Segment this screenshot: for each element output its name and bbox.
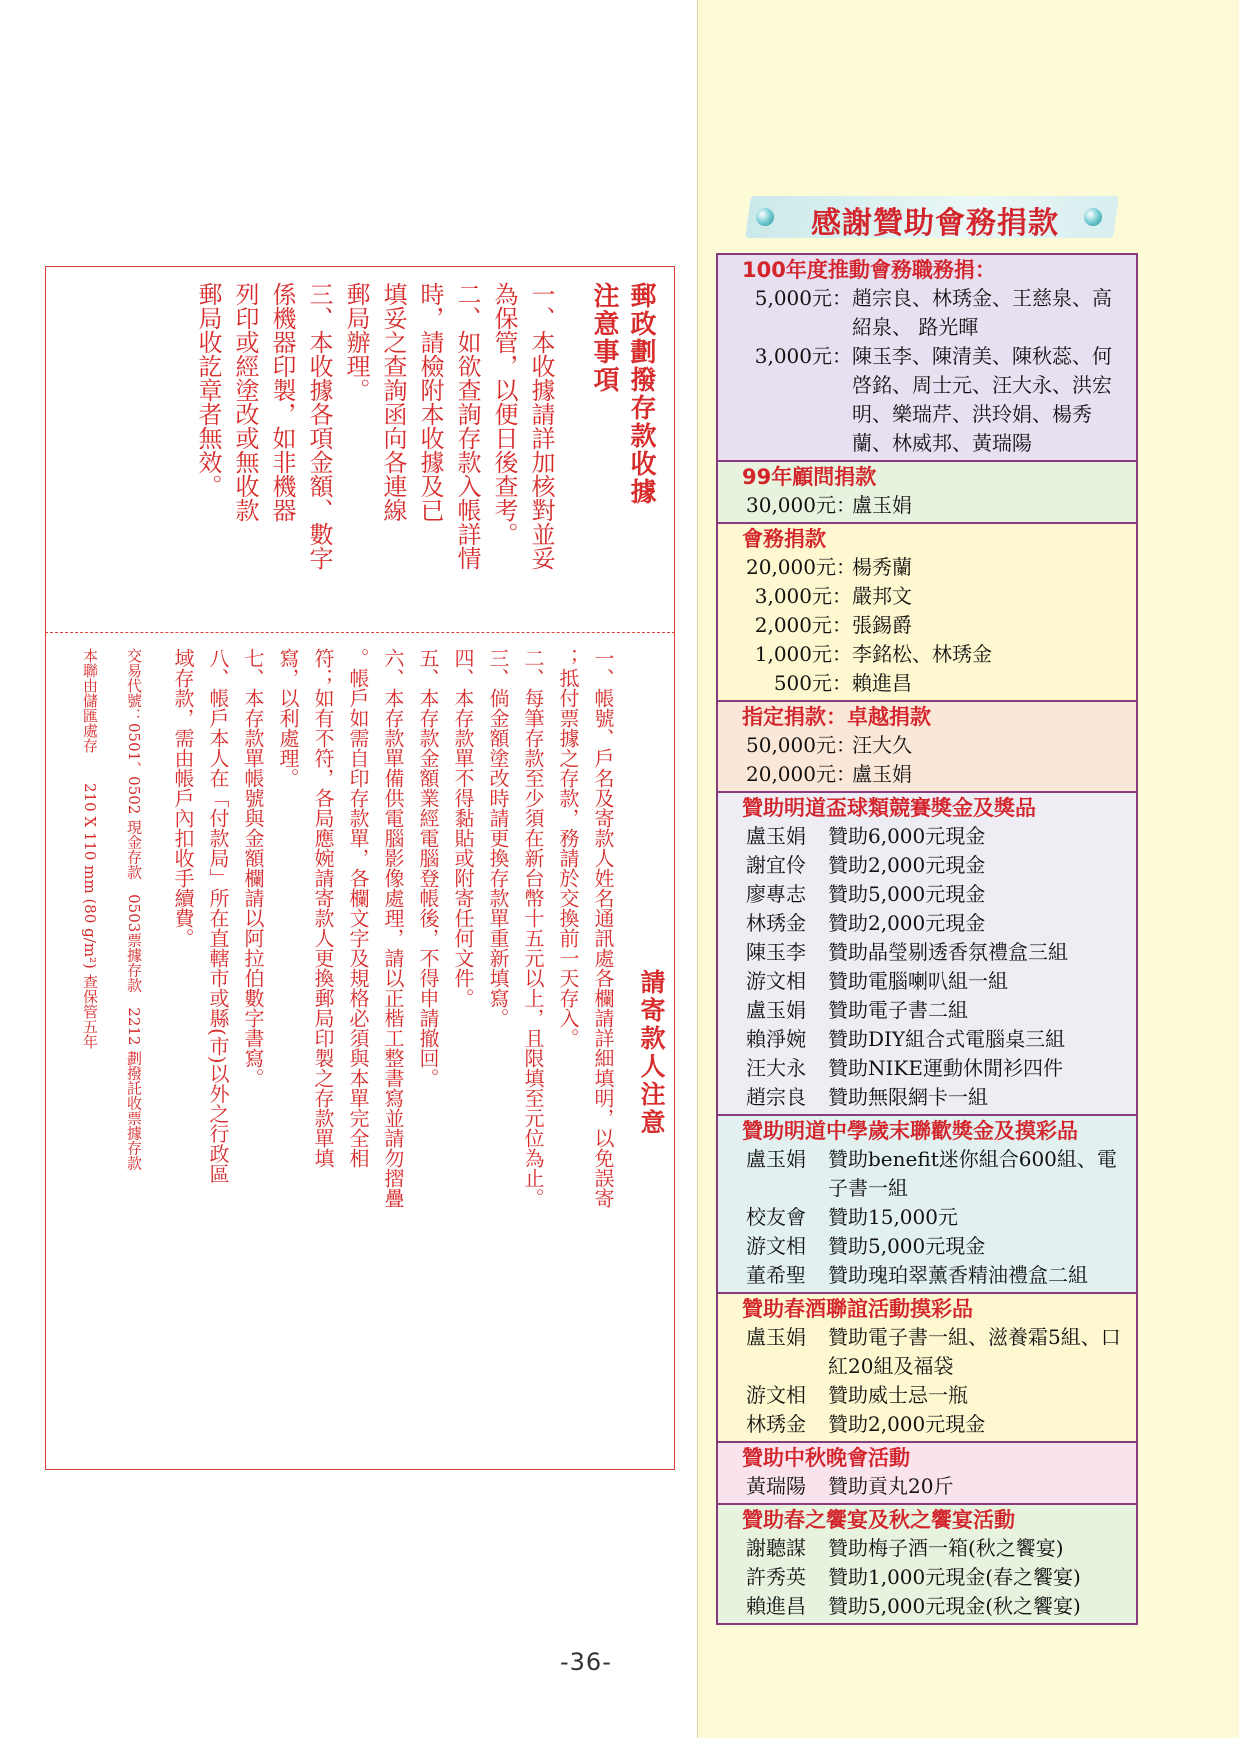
donation-section: [716, 1443, 1138, 1505]
depositor-note-line: 七、本存款單帳號與金額欄請以阿拉伯數字書寫。: [241, 648, 265, 1088]
donation-amount: 3,000元：: [754, 584, 852, 608]
sponsor-item: 贊助1,000元現金(春之饗宴): [828, 1565, 1081, 1589]
sponsor-name: 董希聖: [746, 1263, 806, 1287]
donation-amount: 50,000元：: [746, 733, 856, 757]
receipt-footer-codes: 交易代號：0501、0502 現金存款 0503票據存款 2212 劃撥託收票據存款: [125, 648, 143, 1171]
depositor-note-line: 一、帳號、戶名及寄款人姓名通訊處各欄請詳細填明，以免誤寄: [591, 648, 615, 1208]
receipt-footer-spec: 本聯由儲匯處存 210 X 110 mm (80 g/m²) 查保管五年: [81, 648, 99, 1049]
donation-amount: 20,000元：: [746, 762, 856, 786]
sponsor-name: 盧玉娟: [746, 1147, 806, 1171]
receipt-note-line: 三、本收據各項金額、數字: [305, 282, 333, 570]
sponsor-row: [746, 1261, 1128, 1290]
sponsor-item: 贊助電子書一組、滋養霜5組、口紅20組及福袋: [828, 1325, 1121, 1378]
page-number: -36-: [560, 1648, 612, 1676]
donation-row: [746, 284, 1128, 342]
sponsor-item: 贊助benefit迷你組合600組、電子書一組: [828, 1147, 1117, 1200]
donation-amount: 500元：: [773, 671, 852, 695]
sponsor-name: 賴淨婉: [746, 1027, 806, 1051]
sponsor-item: 贊助5,000元現金(秋之饗宴): [828, 1594, 1081, 1618]
depositor-note-line: 四、本存款單不得黏貼或附寄任何文件。: [451, 648, 475, 1008]
sponsor-row: [746, 1410, 1128, 1439]
donor-names: 賴進昌: [852, 671, 912, 695]
sponsor-item: 贊助2,000元現金: [828, 911, 986, 935]
receipt-note-line: 一、本收據請詳加核對並妥: [527, 282, 555, 570]
sponsor-row: [746, 938, 1128, 967]
depositor-note-line: 五、本存款金額業經電腦登帳後，不得申請撤回。: [416, 648, 440, 1088]
sponsor-name: 黃瑞陽: [746, 1474, 806, 1498]
donor-names: 趙宗良、林琇金、王慈泉、高紹泉、 路光暉: [852, 286, 1112, 339]
sponsor-name: 游文相: [746, 1234, 806, 1258]
donation-row: [746, 611, 1128, 640]
sponsor-item: 贊助5,000元現金: [828, 882, 986, 906]
section-heading: 贊助明道中學歲末聯歡獎金及摸彩品: [742, 1119, 1078, 1143]
donation-row: [746, 669, 1128, 698]
sponsor-row: [746, 851, 1128, 880]
depositor-notes-title: 請寄款人注意: [637, 969, 666, 1137]
donation-amount: 2,000元：: [754, 613, 852, 637]
panel-title: 感謝贊助會務捐款: [811, 206, 1059, 241]
sponsor-name: 許秀英: [746, 1565, 806, 1589]
receipt-title: 郵政劃撥存款收據: [626, 282, 656, 506]
sponsor-row: [746, 1592, 1128, 1621]
sponsor-name: 盧玉娟: [746, 824, 806, 848]
sponsor-item: 贊助6,000元現金: [828, 824, 986, 848]
receipt-note-line: 二、如欲查詢存款入帳詳情: [453, 282, 481, 570]
receipt-note-line: 郵局辦理。: [342, 282, 370, 402]
sponsor-item: 贊助無限網卡一組: [828, 1085, 988, 1109]
receipt-note-line: 郵局收訖章者無效。: [194, 282, 222, 498]
receipt-note-line: 為保管，以便日後查考。: [490, 282, 518, 546]
donation-amount: 1,000元：: [754, 642, 852, 666]
sponsor-row: [746, 1232, 1128, 1261]
donor-names: 汪大久: [852, 733, 912, 757]
sponsor-item: 贊助15,000元: [828, 1205, 958, 1229]
sponsor-row: [746, 880, 1128, 909]
sponsor-row: [746, 996, 1128, 1025]
sponsor-name: 盧玉娟: [746, 998, 806, 1022]
sponsor-name: 盧玉娟: [746, 1325, 806, 1349]
depositor-note-line: 八、帳戶本人在「付款局」所在直轄市或縣(市)以外之行政區: [206, 648, 230, 1184]
sponsor-item: 贊助電腦喇叭組一組: [828, 969, 1008, 993]
receipt-upper-notes: [189, 282, 659, 622]
sponsor-row: [746, 909, 1128, 938]
donation-amount: 5,000元：: [754, 286, 852, 310]
sponsor-name: 謝宜伶: [746, 853, 806, 877]
depositor-note-line: 六、本存款單備供電腦影像處理，請以正楷工整書寫並請勿摺疊: [381, 648, 405, 1208]
donation-section: [716, 253, 1138, 462]
sponsor-name: 游文相: [746, 1383, 806, 1407]
donation-list: [716, 253, 1138, 1625]
receipt-note-line: 填妥之查詢函向各連線: [379, 282, 407, 522]
section-heading: 指定捐款：卓越捐款: [742, 705, 931, 729]
sponsor-row: [746, 1203, 1128, 1232]
section-heading: 贊助春酒聯誼活動摸彩品: [742, 1297, 973, 1321]
sponsor-row: [746, 1472, 1128, 1501]
bullet-icon-left: [756, 208, 774, 226]
donation-section: [716, 462, 1138, 524]
section-heading: 會務捐款: [742, 527, 826, 551]
sponsor-item: 贊助梅子酒一箱(秋之饗宴): [828, 1536, 1064, 1560]
sponsor-item: 贊助貢丸20斤: [828, 1474, 954, 1498]
receipt-cut-line: [45, 632, 675, 633]
donation-amount: 30,000元：: [746, 493, 856, 517]
sponsor-row: [746, 967, 1128, 996]
donation-row: [746, 760, 1128, 789]
sponsor-item: 贊助瑰珀翠薰香精油禮盒二組: [828, 1263, 1088, 1287]
sponsor-item: 贊助晶瑩剔透香氛禮盒三組: [828, 940, 1068, 964]
donation-row: [746, 582, 1128, 611]
depositor-note-line: 三、倘金額塗改時請更換存款單重新填寫。: [486, 648, 510, 1028]
sponsor-row: [746, 1025, 1128, 1054]
depositor-note-line: 符；如有不符，各局應婉請寄款人更換郵局印製之存款單填: [311, 648, 335, 1168]
sponsor-row: [746, 1534, 1128, 1563]
donation-row: [746, 491, 1128, 520]
donor-names: 張錫爵: [852, 613, 912, 637]
sponsor-name: 陳玉李: [746, 940, 806, 964]
sponsor-row: [746, 822, 1128, 851]
section-heading: 贊助明道盃球類競賽獎金及獎品: [742, 796, 1036, 820]
sponsor-name: 廖專志: [746, 882, 806, 906]
donation-row: [746, 640, 1128, 669]
receipt-lower-notes: [77, 648, 669, 1458]
sponsor-name: 林琇金: [746, 911, 806, 935]
sponsor-name: 汪大永: [746, 1056, 806, 1080]
receipt-note-line: 係機器印製，如非機器: [268, 282, 296, 522]
sponsor-item: 贊助2,000元現金: [828, 1412, 986, 1436]
depositor-note-line: 。帳戶如需自印存款單，各欄文字及規格必須與本單完全相: [346, 648, 370, 1168]
donation-row: [746, 342, 1128, 458]
sponsor-item: 贊助電子書二組: [828, 998, 968, 1022]
donation-row: [746, 731, 1128, 760]
receipt-note-line: 時，請檢附本收據及已: [416, 282, 444, 522]
sponsor-item: 贊助威士忌一瓶: [828, 1383, 968, 1407]
panel-title-banner: [748, 196, 1116, 241]
sponsor-name: 趙宗良: [746, 1085, 806, 1109]
sponsor-name: 游文相: [746, 969, 806, 993]
section-heading: 贊助中秋晚會活動: [742, 1446, 910, 1470]
sponsor-name: 賴進昌: [746, 1594, 806, 1618]
sponsor-name: 林琇金: [746, 1412, 806, 1436]
section-heading: 贊助春之饗宴及秋之饗宴活動: [742, 1508, 1015, 1532]
donation-amount: 3,000元：: [754, 344, 852, 368]
section-heading: 99年顧問捐款: [742, 465, 877, 489]
depositor-note-line: 二、每筆存款至少須在新台幣十五元以上，且限填至元位為止。: [521, 648, 545, 1208]
receipt-note-line: 列印或經塗改或無收款: [231, 282, 259, 522]
sponsor-item: 贊助5,000元現金: [828, 1234, 986, 1258]
donation-section: [716, 524, 1138, 702]
donor-names: 嚴邦文: [852, 584, 912, 608]
donation-section: [716, 1294, 1138, 1443]
donation-section: [716, 1116, 1138, 1294]
depositor-note-line: 域存款，需由帳戶內扣收手續費。: [171, 648, 195, 948]
sponsor-name: 謝聽謀: [746, 1536, 806, 1560]
donation-amount: 20,000元：: [746, 555, 856, 579]
donation-section: [716, 702, 1138, 793]
depositor-note-line: 寫，以利處理。: [276, 648, 300, 788]
depositor-note-line: ；抵付票據之存款，務請於交換前一天存入。: [556, 648, 580, 1048]
donation-row: [746, 553, 1128, 582]
donor-names: 楊秀蘭: [852, 555, 912, 579]
donor-names: 盧玉娟: [852, 762, 912, 786]
sponsor-row: [746, 1054, 1128, 1083]
sponsor-item: 贊助NIKE運動休閒衫四件: [828, 1056, 1063, 1080]
sponsor-row: [746, 1323, 1128, 1381]
sponsor-item: 贊助DIY組合式電腦桌三組: [828, 1027, 1066, 1051]
donor-names: 陳玉李、陳清美、陳秋蕊、何啓銘、周士元、汪大永、洪宏明、樂瑞芹、洪玲娟、楊秀蘭、林威邦、黃瑞陽: [852, 344, 1112, 455]
sponsor-row: [746, 1563, 1128, 1592]
sponsor-row: [746, 1381, 1128, 1410]
donor-names: 盧玉娟: [852, 493, 912, 517]
donation-section: [716, 793, 1138, 1116]
receipt-subtitle: 注意事項: [589, 282, 619, 394]
sponsor-name: 校友會: [746, 1205, 806, 1229]
sponsor-row: [746, 1083, 1128, 1112]
section-heading: 100年度推動會務職務捐：: [742, 258, 996, 282]
sponsor-row: [746, 1145, 1128, 1203]
donation-section: [716, 1505, 1138, 1625]
sponsor-item: 贊助2,000元現金: [828, 853, 986, 877]
donor-names: 李銘松、林琇金: [852, 642, 992, 666]
bullet-icon-right: [1084, 208, 1102, 226]
